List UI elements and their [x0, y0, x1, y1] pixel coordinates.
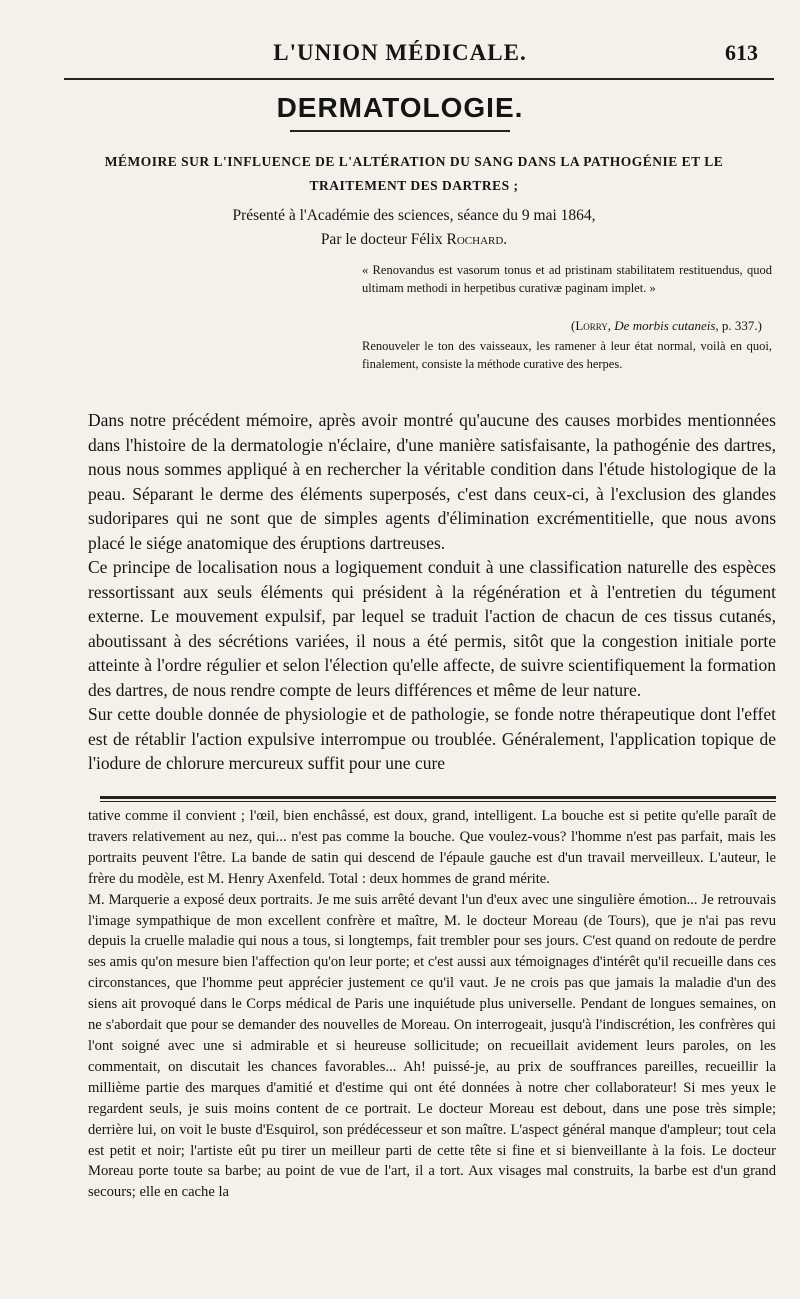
running-header	[0, 40, 800, 70]
memoir-title	[64, 150, 764, 198]
citation-work: De morbis cutaneis	[614, 318, 716, 333]
section-title: DERMATOLOGIE.	[276, 92, 524, 123]
epigraph-french: Renouveler le ton des vaisseaux, les ramener à leur état normal, voilà en quoi, finalement, consiste la méthode curative des herpes.	[362, 339, 772, 371]
feuilleton-text	[88, 806, 776, 1203]
body-paragraph-1: Dans notre précédent mémoire, après avoir montré qu'aucune des causes morbides mentionnées dans l'histoire de la dermatologie n'éclaire, d'une manière satisfaisante, la pathogénie des dartres, nous nous sommes appliqué à en rechercher la véritable condition dans l'étude histologique de la peau. Séparant le derme des éléments superposés, c'est dans ceux-ci, à l'exclusion des glandes sudoripares qui ne sont que de simples agents d'élimination excrémentitielle, que nous avons placé le siége anatomique des éruptions dartreuses.	[88, 410, 776, 553]
body-paragraph-3: Sur cette double donnée de physiologie et de pathologie, se fonde notre thérapeutique dont l'effet est de rétablir l'action expulsive interrompue ou troublée. Généralement, l'application topique de l'iodure de chlorure mercureux suffit pour une cure	[88, 704, 776, 773]
section-rule	[290, 130, 510, 132]
body-paragraph-2: Ce principe de localisation nous a logiquement conduit à une classification naturelle des espèces ressortissant aux seuls éléments qui président à la régénération et à l'entretien du tégument externe. Le mouvement expulsif, par lequel se traduit l'action de chacun de ces tissus cutanés, aboutissant à des sécrétions variées, il nous a été permis, sitôt que la congestion initiale porte atteinte à l'ordre régulier et selon l'élection qu'elle affecte, de suivre scientifiquement la formation des dartres, de nous rendre compte de leurs différences et même de leur nature.	[88, 557, 776, 700]
header-rule	[64, 78, 774, 80]
feuilleton-paragraph-2: M. Marquerie a exposé deux portraits. Je me suis arrêté devant l'un d'eux avec une singulière émotion... Je retrouvais l'image sympathique de mon excellent confrère et maître, M. le docteur Moreau (de Tours), que je n'ai pas revu depuis la cruelle maladie qui nous a tous, si longtemps, fait trembler pour ses jours. C'est quand on redoute de perdre ses amis qu'on mesure bien l'affection qu'on leur porte; et c'est aussi aux témoignages d'intérêt qu'il recueille dans ces circonstances, que l'homme peut apprécier justement ce qu'il vaut. Je ne crois pas que jamais la maladie d'un des siens ait provoqué dans le Corps médical de Paris une inquiétude plus universelle. Pendant de longues semaines, on ne s'abordait que pour se demander des nouvelles de Moreau. On interrogeait, jusqu'à l'indiscrétion, les confrères qui l'ont soigné avec une si admirable et si heureuse sollicitude; on recueillait avidement leurs paroles, on les commentait, on discutait les chances favorables... Ah! puissé-je, au prix de souffrances pareilles, recueillir la millième partie des marques d'amitié et d'estime qui ont été données à notre cher collaborateur! Si mes yeux le regardent seuls, je suis moins content de ce portrait. Le docteur Moreau est debout, dans une pose très simple; derrière lui, on voit le buste d'Esquirol, son prédécesseur et son maître. L'aspect général manque d'ampleur; tout cela est petit et noir; l'artiste eût pu tirer un meilleur parti de cette tête si fine et si bienveillante à la fois. Le docteur Moreau porte toute sa barbe; au point de vue de l'art, il a tort. Aux visages mal construits, la barbe est d'un grand secours; elle en cache la	[88, 891, 776, 1201]
citation-author: Lorry	[575, 318, 608, 333]
feuilleton-paragraph-1: tative comme il convient ; l'œil, bien enchâssé, est doux, grand, intelligent. La bouche est si petite qu'elle paraît de travers relativement au nez, qui... n'est pas comme la bouche. Que voulez-vous? l'homme n'est pas parfait, mais les portraits peuvent l'être. La bande de satin qui descend de l'épaule gauche est d'un travail merveilleux. L'auteur, le frère du modèle, est M. Henry Axenfeld. Total : deux hommes de grand mérite.	[88, 808, 776, 887]
epigraph-citation: (Lorry, De morbis cutaneis, p. 337.)	[571, 318, 762, 333]
feuilleton-rule-thin	[100, 801, 776, 802]
page-number: 613	[725, 40, 758, 65]
presentation-note: Présenté à l'Académie des sciences, séance du 9 mai 1864,	[232, 207, 596, 224]
feuilleton-rule	[100, 796, 776, 799]
memoir-title-line-1: MÉMOIRE SUR L'INFLUENCE DE L'ALTÉRATION DU SANG DANS LA PATHOGÉNIE ET LE	[104, 154, 724, 169]
memoir-title-line-2: TRAITEMENT DES DARTRES ;	[309, 178, 519, 193]
running-title: L'UNION MÉDICALE.	[273, 40, 527, 65]
author-byline	[64, 228, 764, 252]
author-surname: Rochard.	[446, 231, 508, 248]
epigraph-latin: « Renovandus est vasorum tonus et ad pristinam stabilitatem restituendus, quod ultimam methodi in herpetibus curativæ paginam implet. »	[362, 263, 772, 295]
byline-prefix: Par le docteur Félix	[320, 231, 447, 248]
article-body	[88, 408, 776, 776]
citation-page: , p. 337.)	[715, 318, 762, 333]
